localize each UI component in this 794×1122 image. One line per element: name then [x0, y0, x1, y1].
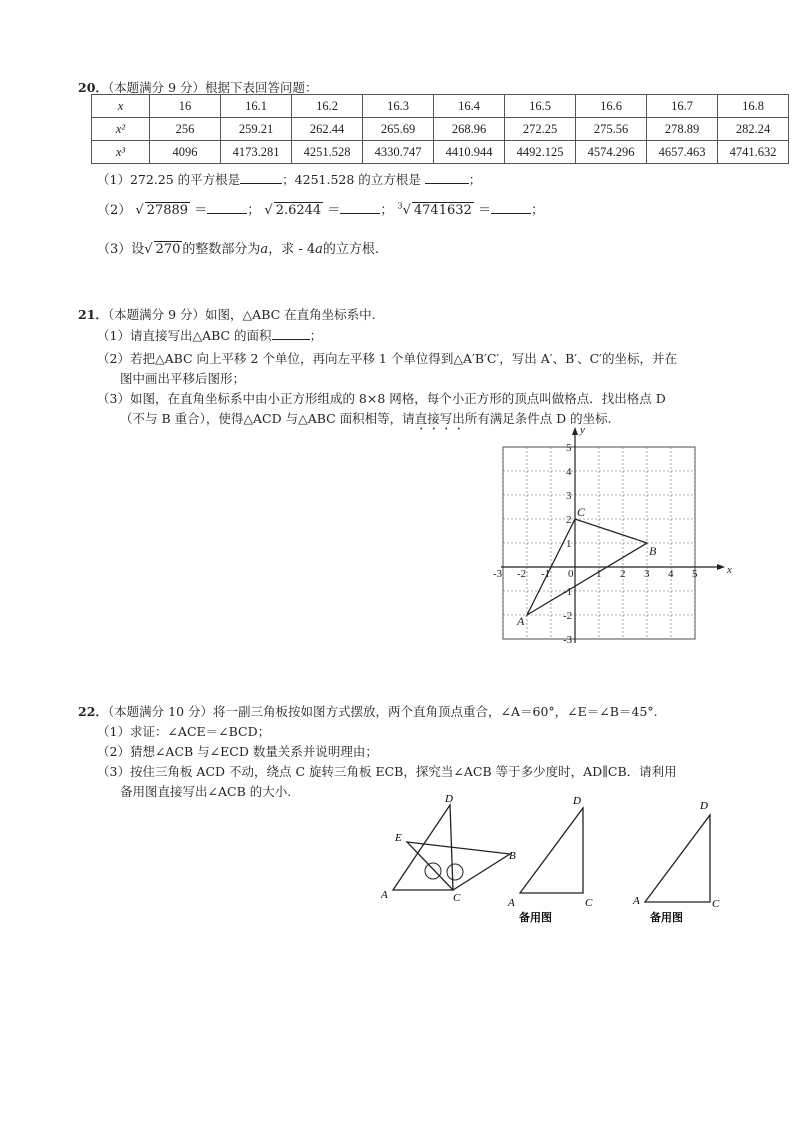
- sqrt-symbol: √: [402, 203, 411, 218]
- x-tick-label: 4: [668, 568, 674, 580]
- table-cell: 278.89: [647, 118, 718, 141]
- x-axis-label: x: [727, 564, 732, 576]
- table-cell: 275.56: [576, 118, 647, 141]
- sqrt-symbol: √: [264, 203, 273, 218]
- table-cell: 4657.463: [647, 141, 718, 164]
- row-header-cell: x³: [92, 141, 150, 164]
- separator: ；: [530, 203, 544, 218]
- equals-sign: ＝: [327, 203, 341, 218]
- table-cell: 272.25: [505, 118, 576, 141]
- q21-part1-end: ；: [309, 328, 323, 343]
- table-cell: 16.6: [576, 95, 647, 118]
- origin-label: 0: [568, 568, 574, 580]
- q21-emphasis-text: 直接写出: [414, 411, 465, 426]
- q21-part3-text-b: 所有满足条件点 D 的坐标.: [464, 411, 612, 426]
- q21-header: （本题满分 9 分）如图，△ABC 在直角坐标系中.: [107, 307, 376, 322]
- y-tick-label: 4: [566, 466, 572, 478]
- q22-spare-figure-2: [630, 790, 730, 925]
- label-c: C: [712, 898, 720, 910]
- y-tick-label: 3: [566, 490, 572, 502]
- point-label-b: B: [649, 544, 657, 558]
- answer-blank[interactable]: [340, 201, 380, 214]
- sqrt-symbol: √: [135, 203, 144, 218]
- q20-value-table: [91, 94, 789, 164]
- point-label-a: A: [517, 614, 525, 628]
- label-c: C: [453, 892, 461, 904]
- spare-figure-caption: 备用图: [650, 911, 683, 924]
- x-tick-label: -1: [541, 568, 551, 580]
- table-cell: 282.24: [718, 118, 789, 141]
- table-cell: 265.69: [363, 118, 434, 141]
- x-tick-label: 5: [692, 568, 698, 580]
- row-header-cell: x²: [92, 118, 150, 141]
- q21-coordinate-graph: [490, 424, 732, 646]
- answer-blank[interactable]: [240, 171, 282, 184]
- q22-part1: （1）求证：∠ACE＝∠BCD；: [97, 724, 271, 739]
- y-tick-label: -1: [563, 586, 573, 598]
- q20-part1-text-c: ；: [468, 172, 482, 187]
- equals-sign: ＝: [194, 203, 208, 218]
- y-axis-arrow: [572, 427, 578, 435]
- q21-heading: [78, 305, 376, 323]
- q20-part3: [97, 238, 379, 257]
- label-d: D: [445, 793, 453, 805]
- q21-part3-text-a: （不与 B 重合），使得△ACD 与△ABC 面积相等，请: [120, 411, 415, 426]
- q22-number: 22．: [78, 704, 108, 719]
- triangle-acd-spare: [645, 815, 710, 902]
- q20-part1-text-a: （1）272.25 的平方根是: [97, 172, 241, 187]
- table-row: [92, 95, 789, 118]
- q22-part3-line1: （3）按住三角板 ACD 不动，绕点 C 旋转三角板 ECB，探究当∠ACB 等于多少度时，AD∥CB．请利用: [97, 764, 677, 779]
- q21-part2-line2: 图中画出平移后图形；: [120, 371, 246, 386]
- y-tick-label: 5: [566, 442, 572, 454]
- label-d: D: [573, 795, 581, 807]
- q22-part2: （2）猜想∠ACB 与∠ECD 数量关系并说明理由；: [97, 744, 378, 759]
- y-tick-label: 2: [566, 514, 572, 526]
- table-cell: 16.3: [363, 95, 434, 118]
- graph-grid: [503, 447, 695, 639]
- table-cell: 268.96: [434, 118, 505, 141]
- table-cell: 4492.125: [505, 141, 576, 164]
- q21-number: 21．: [78, 307, 108, 322]
- angle-mark-circle: [447, 864, 463, 880]
- x-tick-label: 2: [620, 568, 626, 580]
- q21-part1-text: （1）请直接写出△ABC 的面积: [97, 328, 272, 343]
- q22-part3-line2: 备用图直接写出∠ACB 的大小.: [120, 784, 292, 799]
- label-a: A: [633, 895, 640, 907]
- q20-part2-lead: （2）: [97, 203, 132, 218]
- table-cell: 262.44: [292, 118, 363, 141]
- spare-figure-caption: 备用图: [519, 911, 552, 924]
- q22-header: （本题满分 10 分）将一副三角板按如图方式摆放，两个直角顶点重合，∠A＝60°，∠E＝∠B＝45°.: [107, 704, 658, 719]
- label-a: A: [508, 897, 515, 909]
- table-cell: 4173.281: [221, 141, 292, 164]
- table-cell: 16.5: [505, 95, 576, 118]
- radicand-2-6244: 2.6244: [275, 203, 322, 218]
- label-c: C: [585, 897, 593, 909]
- variable-a: a: [315, 242, 323, 257]
- table-cell: 16: [150, 95, 221, 118]
- table-cell: 16.7: [647, 95, 718, 118]
- q20-part1-text-b: ；4251.528 的立方根是: [282, 172, 421, 187]
- label-e: E: [395, 832, 402, 844]
- answer-blank[interactable]: [491, 201, 531, 214]
- q22-spare-figure-1: [505, 790, 605, 925]
- y-tick-label: -2: [563, 610, 573, 622]
- q21-part3-line1: （3）如图，在直角坐标系中由小正方形组成的 8×8 网格，每个小正方形的顶点叫做格点．找出格点 D: [97, 391, 666, 406]
- x-tick-label: 1: [596, 568, 602, 580]
- row-header-cell: x: [92, 95, 150, 118]
- y-tick-label: -3: [563, 634, 573, 646]
- y-tick-label: 1: [566, 538, 572, 550]
- separator: ；: [380, 203, 394, 218]
- separator: ；: [247, 203, 261, 218]
- q20-part2: [97, 199, 544, 218]
- q21-part2-line1: （2）若把△ABC 向上平移 2 个单位，再向左平移 1 个单位得到△A′B′C′，写出 A′、B′、C′的坐标，并在: [97, 351, 678, 366]
- q20-part3-text-a: （3）设: [97, 242, 145, 257]
- radicand-270: 270: [155, 242, 181, 257]
- triangle-acd-spare: [520, 808, 583, 893]
- label-d: D: [700, 800, 708, 812]
- q21-part1: [97, 326, 322, 344]
- sqrt-symbol: √: [144, 242, 153, 257]
- table-cell: 256: [150, 118, 221, 141]
- table-cell: 4741.632: [718, 141, 789, 164]
- table-cell: 16.2: [292, 95, 363, 118]
- label-b: B: [509, 850, 516, 862]
- q20-part3-text-b: 的整数部分为: [182, 242, 261, 257]
- x-tick-label: -3: [493, 568, 503, 580]
- table-cell: 4410.944: [434, 141, 505, 164]
- table-cell: 259.21: [221, 118, 292, 141]
- radicand-27889: 27889: [146, 203, 189, 218]
- y-axis-label: y: [580, 424, 585, 436]
- table-cell: 16.4: [434, 95, 505, 118]
- table-cell: 4096: [150, 141, 221, 164]
- table-row: [92, 118, 789, 141]
- q22-heading: [78, 702, 658, 720]
- q20-part1: [97, 170, 481, 188]
- answer-blank[interactable]: [272, 327, 310, 340]
- q20-part3-text-d: 的立方根.: [322, 242, 380, 257]
- answer-blank[interactable]: [207, 201, 247, 214]
- point-label-c: C: [577, 505, 586, 519]
- table-cell: 4330.747: [363, 141, 434, 164]
- x-tick-label: -2: [517, 568, 527, 580]
- table-cell: 4251.528: [292, 141, 363, 164]
- equals-sign: ＝: [477, 203, 491, 218]
- q22-main-figure: [375, 790, 525, 905]
- table-row: [92, 141, 789, 164]
- q20-header: （本题满分 9 分）根据下表回答问题：: [107, 80, 318, 95]
- triangle-acd: [393, 805, 453, 890]
- radicand-4741632: 4741632: [413, 203, 472, 218]
- triangle-ecb: [407, 842, 510, 890]
- label-a: A: [381, 889, 388, 901]
- q20-part3-text-c: ，求 - 4: [268, 242, 316, 257]
- angle-mark-circle: [425, 863, 441, 879]
- table-cell: 16.1: [221, 95, 292, 118]
- x-axis-arrow: [717, 564, 725, 570]
- q20-number: 20．: [78, 80, 108, 95]
- table-cell: 16.8: [718, 95, 789, 118]
- answer-blank[interactable]: [425, 171, 469, 184]
- variable-a: a: [260, 242, 269, 257]
- table-cell: 4574.296: [576, 141, 647, 164]
- x-tick-label: 3: [644, 568, 650, 580]
- cube-root-index: 3: [397, 201, 403, 211]
